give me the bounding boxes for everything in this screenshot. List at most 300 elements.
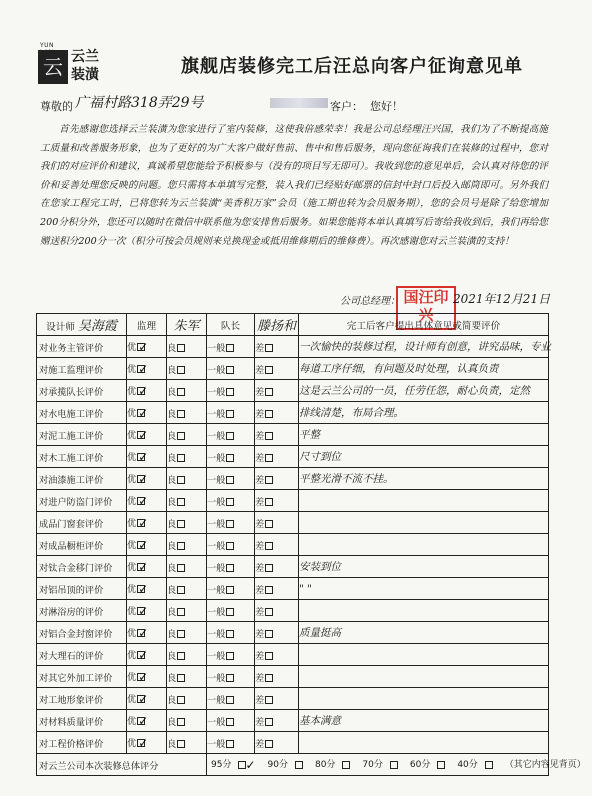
rating-cell[interactable] <box>167 468 207 490</box>
rating-label: 优 <box>127 715 137 727</box>
rating-cell[interactable] <box>167 336 207 358</box>
rating-label: 一般 <box>207 474 226 486</box>
score-option[interactable] <box>457 760 498 770</box>
rating-label: 差 <box>255 584 265 596</box>
rating-label: 优 <box>127 429 137 441</box>
rating-label: 一般 <box>207 364 226 376</box>
rating-cell[interactable] <box>167 556 207 578</box>
score-option[interactable] <box>268 760 309 770</box>
check-mark-icon: ✓ <box>138 538 149 553</box>
rating-cell[interactable] <box>207 358 255 380</box>
table-row <box>37 402 549 424</box>
rating-cell[interactable] <box>127 556 167 578</box>
check-mark-icon: ✓ <box>138 670 149 685</box>
checkbox[interactable] <box>265 586 273 594</box>
rating-label: 良 <box>167 628 177 640</box>
checkbox[interactable] <box>226 520 234 528</box>
rating-cell[interactable] <box>167 490 207 512</box>
checkbox[interactable] <box>226 564 234 572</box>
row-item-name: 成品门窗套评价 <box>37 512 127 534</box>
rating-cell[interactable] <box>255 490 299 512</box>
rating-cell[interactable] <box>255 402 299 424</box>
table-row <box>37 732 549 754</box>
evaluation-table <box>36 313 586 776</box>
rating-label: 优 <box>127 451 137 463</box>
row-comment <box>299 534 549 556</box>
checkbox[interactable] <box>177 476 185 484</box>
rating-label: 差 <box>255 694 265 706</box>
rating-label: 一般 <box>207 386 226 398</box>
checkbox[interactable] <box>226 344 234 352</box>
checkbox[interactable] <box>226 542 234 550</box>
rating-cell[interactable] <box>255 468 299 490</box>
rating-cell[interactable] <box>167 710 207 732</box>
check-mark-icon: ✓ <box>138 384 149 399</box>
table-row <box>37 380 549 402</box>
checkbox[interactable] <box>177 410 185 418</box>
rating-cell[interactable] <box>127 468 167 490</box>
rating-label: 一般 <box>207 738 226 750</box>
checkbox[interactable] <box>265 674 273 682</box>
rating-cell[interactable] <box>207 446 255 468</box>
checkbox[interactable] <box>265 520 273 528</box>
rating-label: 良 <box>167 496 177 508</box>
checkbox[interactable] <box>177 498 185 506</box>
rating-cell[interactable] <box>255 556 299 578</box>
table-row <box>37 666 549 688</box>
rating-label: 优 <box>127 605 137 617</box>
rating-label: 一般 <box>207 496 226 508</box>
rating-cell[interactable] <box>207 556 255 578</box>
row-comment: 这是云兰公司的一员，任劳任怨，耐心负责，定然 <box>299 380 549 402</box>
checkbox[interactable] <box>390 761 398 769</box>
rating-cell[interactable] <box>127 358 167 380</box>
rating-cell[interactable] <box>255 710 299 732</box>
rating-cell[interactable] <box>207 534 255 556</box>
checkbox[interactable] <box>226 652 234 660</box>
rating-label: 差 <box>255 474 265 486</box>
supervisor-name: 朱军 <box>173 319 200 334</box>
rating-label: 差 <box>255 562 265 574</box>
rating-cell[interactable] <box>167 622 207 644</box>
rating-cell[interactable] <box>255 336 299 358</box>
row-comment: 质量挺高 <box>299 622 549 644</box>
row-comment <box>299 644 549 666</box>
header-cell <box>167 314 207 336</box>
checkbox[interactable] <box>177 586 185 594</box>
score-option-label: 70分 <box>362 760 383 771</box>
customer-label: 客户： <box>330 100 363 113</box>
logo-small-text: YUN LAN <box>40 42 55 56</box>
company-logo <box>38 44 102 88</box>
check-mark-icon: ✓ <box>138 472 149 487</box>
header-cell <box>127 314 167 336</box>
row-item-name: 对承揽队长评价 <box>37 380 127 402</box>
rating-cell[interactable] <box>255 578 299 600</box>
row-comment: 平整光滑不流不挂。 <box>299 468 549 490</box>
checkbox[interactable] <box>226 366 234 374</box>
rating-label: 差 <box>255 738 265 750</box>
rating-label: 优 <box>127 649 137 661</box>
checkbox[interactable] <box>265 410 273 418</box>
check-mark-icon: ✓ <box>245 757 256 772</box>
rating-cell[interactable] <box>127 666 167 688</box>
rating-label: 优 <box>127 561 137 573</box>
table-row <box>37 710 549 732</box>
checkbox[interactable] <box>177 432 185 440</box>
rating-cell[interactable] <box>127 446 167 468</box>
check-mark-icon: ✓ <box>138 362 149 377</box>
rating-cell[interactable] <box>167 358 207 380</box>
rating-label: 良 <box>167 430 177 442</box>
checkbox[interactable] <box>177 388 185 396</box>
score-option-label: 90分 <box>267 760 288 771</box>
rating-cell[interactable] <box>207 512 255 534</box>
rating-label: 优 <box>127 363 137 375</box>
table-row <box>37 336 549 358</box>
check-mark-icon: ✓ <box>138 626 149 641</box>
rating-label: 差 <box>255 650 265 662</box>
row-item-name: 对工程价格评价 <box>37 732 127 754</box>
rating-label: 差 <box>255 628 265 640</box>
row-item-name: 对施工监理评价 <box>37 358 127 380</box>
rating-label: 良 <box>167 364 177 376</box>
row-item-name: 对铝吊顶的评价 <box>37 578 127 600</box>
row-comment: 安装到位 <box>299 556 549 578</box>
rating-cell[interactable] <box>255 358 299 380</box>
row-item-name: 对钛合金移门评价 <box>37 556 127 578</box>
row-comment: 每道工序仔细，有问题及时处理，认真负责 <box>299 358 549 380</box>
rating-label: 良 <box>167 584 177 596</box>
rating-cell[interactable] <box>167 688 207 710</box>
rating-label: 优 <box>127 517 137 529</box>
table-row <box>37 556 549 578</box>
redacted-name <box>270 98 328 108</box>
rating-cell[interactable] <box>207 490 255 512</box>
checkbox[interactable] <box>265 366 273 374</box>
rating-cell[interactable] <box>255 446 299 468</box>
row-comment <box>299 688 549 710</box>
checkbox[interactable] <box>226 410 234 418</box>
score-option-label: 95分 <box>211 760 232 771</box>
rating-label: 差 <box>255 716 265 728</box>
checkbox[interactable] <box>226 740 234 748</box>
checkbox[interactable] <box>265 432 273 440</box>
rating-label: 差 <box>255 540 265 552</box>
red-seal-stamp: 国汪印兴 <box>396 286 456 330</box>
checkbox[interactable] <box>177 718 185 726</box>
rating-cell[interactable] <box>207 578 255 600</box>
check-mark-icon: ✓ <box>138 516 149 531</box>
rating-cell[interactable] <box>127 578 167 600</box>
checkbox[interactable] <box>265 564 273 572</box>
rating-label: 良 <box>167 694 177 706</box>
check-mark-icon: ✓ <box>138 692 149 707</box>
check-mark-icon: ✓ <box>138 736 149 751</box>
rating-label: 优 <box>127 473 137 485</box>
rating-label: 良 <box>167 650 177 662</box>
rating-cell[interactable] <box>167 534 207 556</box>
checkbox[interactable] <box>177 454 185 462</box>
rating-label: 良 <box>167 716 177 728</box>
rating-cell[interactable] <box>127 710 167 732</box>
rating-cell[interactable] <box>207 424 255 446</box>
rating-label: 差 <box>255 386 265 398</box>
rating-cell[interactable] <box>255 688 299 710</box>
salutation-prefix: 尊敬的 <box>40 100 73 113</box>
row-item-name: 对泥工施工评价 <box>37 424 127 446</box>
rating-label: 一般 <box>207 430 226 442</box>
checkbox[interactable] <box>265 608 273 616</box>
rating-cell[interactable] <box>255 644 299 666</box>
rating-cell[interactable] <box>255 380 299 402</box>
table-row <box>37 424 549 446</box>
rating-cell[interactable] <box>207 380 255 402</box>
rating-label: 优 <box>127 693 137 705</box>
rating-cell[interactable] <box>167 402 207 424</box>
row-item-name: 对材料质量评价 <box>37 710 127 732</box>
rating-label: 良 <box>167 540 177 552</box>
table-row <box>37 600 549 622</box>
row-item-name: 对业务主管评价 <box>37 336 127 358</box>
rating-label: 优 <box>127 539 137 551</box>
checkbox[interactable] <box>437 761 445 769</box>
check-mark-icon: ✓ <box>138 648 149 663</box>
table-row <box>37 358 549 380</box>
logo-glyph: 云 <box>43 55 63 79</box>
rating-label: 优 <box>127 627 137 639</box>
rating-cell[interactable] <box>127 732 167 754</box>
rating-cell[interactable] <box>167 380 207 402</box>
rating-cell[interactable] <box>127 688 167 710</box>
checkbox[interactable] <box>177 652 185 660</box>
rating-cell[interactable] <box>127 512 167 534</box>
row-comment: 尺寸到位 <box>299 446 549 468</box>
row-item-name: 对淋浴房的评价 <box>37 600 127 622</box>
rating-label: 良 <box>167 342 177 354</box>
designer-label: 设计师 <box>46 322 75 333</box>
checkbox[interactable] <box>226 674 234 682</box>
checkbox[interactable] <box>177 674 185 682</box>
row-item-name: 对进户防盗门评价 <box>37 490 127 512</box>
rating-cell[interactable] <box>207 644 255 666</box>
checkbox[interactable] <box>177 344 185 352</box>
rating-label: 一般 <box>207 540 226 552</box>
row-comment: 排线清楚，布局合理。 <box>299 402 549 424</box>
rating-label: 良 <box>167 606 177 618</box>
checkbox[interactable] <box>177 740 185 748</box>
rating-cell[interactable] <box>127 490 167 512</box>
table-row <box>37 688 549 710</box>
rating-cell[interactable] <box>127 380 167 402</box>
row-item-name: 对其它外加工评价 <box>37 666 127 688</box>
checkbox[interactable] <box>177 630 185 638</box>
signature-date: 2021年12月21日 <box>453 292 551 306</box>
rating-cell[interactable] <box>127 644 167 666</box>
rating-label: 一般 <box>207 672 226 684</box>
row-comment <box>299 666 549 688</box>
rating-cell[interactable] <box>127 402 167 424</box>
rating-label: 差 <box>255 408 265 420</box>
rating-label: 一般 <box>207 518 226 530</box>
checkbox[interactable] <box>177 366 185 374</box>
checkbox[interactable] <box>265 498 273 506</box>
check-mark-icon: ✓ <box>138 714 149 729</box>
checkbox[interactable] <box>226 696 234 704</box>
rating-cell[interactable] <box>207 402 255 424</box>
score-option[interactable] <box>315 760 356 770</box>
checkbox[interactable] <box>226 608 234 616</box>
rating-label: 优 <box>127 737 137 749</box>
score-option[interactable] <box>362 760 403 770</box>
checkbox[interactable] <box>177 696 185 704</box>
checkbox[interactable] <box>295 761 303 769</box>
table-row <box>37 468 549 490</box>
rating-cell[interactable] <box>167 644 207 666</box>
check-mark-icon: ✓ <box>138 604 149 619</box>
rating-cell[interactable] <box>167 512 207 534</box>
row-item-name: 对油漆施工评价 <box>37 468 127 490</box>
checkbox[interactable] <box>226 432 234 440</box>
row-item-name: 对成品橱柜评价 <box>37 534 127 556</box>
rating-cell[interactable] <box>207 688 255 710</box>
checkbox[interactable] <box>265 454 273 462</box>
foreman-label: 队长 <box>220 320 241 332</box>
rating-label: 良 <box>167 452 177 464</box>
header-cell <box>207 314 255 336</box>
row-comment: " " <box>299 578 549 600</box>
rating-label: 良 <box>167 386 177 398</box>
score-option[interactable] <box>410 760 451 770</box>
rating-cell[interactable] <box>255 512 299 534</box>
checkbox[interactable] <box>265 388 273 396</box>
rating-cell[interactable] <box>127 622 167 644</box>
letter-body: 首先感谢您选择云兰装潢为您家进行了室内装修，这使我倍感荣幸！我是公司总经理汪兴国，我们为了不断提高施工质量和改善服务形象，也为了更好的为广大客户做好售前、售中和售后服务，现向您征询我们在装修的过程中，您对我们的对应评价和建议，真诚希望您能给予积极参与（没有的项目写无即可）。我收到您的意见单后，会认真对待您的评价和妥善处理您反映的问题。您只需将本单填写完整，装入我们已经贴好邮票的信封中封口后投入邮筒即可。另外我们在您家工程完工时，已将您转为云兰装潢“美香积万家”会员（施工期也转为会员服务期），您的会员号是除了给您增加200分积分外，您还可以随时在微信中联系他为您安排售后服务。如果您能将本单认真填写后寄给我收到后，我们再给您赠送积分200分一次（积分可按会员规则来兑换现金或抵用维修期后的维修费）。再次感谢您对云兰装潢的支持！ <box>40 124 548 247</box>
check-mark-icon: ✓ <box>138 582 149 597</box>
rating-cell[interactable] <box>167 732 207 754</box>
rating-cell[interactable] <box>255 732 299 754</box>
checkbox[interactable] <box>226 476 234 484</box>
checkbox[interactable] <box>265 476 273 484</box>
rating-cell[interactable] <box>167 666 207 688</box>
row-comment <box>299 512 549 534</box>
rating-label: 优 <box>127 671 137 683</box>
table-row <box>37 578 549 600</box>
rating-cell[interactable] <box>207 600 255 622</box>
checkbox[interactable] <box>226 388 234 396</box>
checkbox[interactable] <box>226 498 234 506</box>
header-cell <box>299 314 549 336</box>
checkbox[interactable] <box>265 542 273 550</box>
rating-cell[interactable] <box>127 336 167 358</box>
rating-cell[interactable] <box>167 578 207 600</box>
rating-cell[interactable] <box>207 710 255 732</box>
foreman-name: 滕扬和 <box>256 319 296 334</box>
rating-label: 良 <box>167 518 177 530</box>
rating-label: 一般 <box>207 716 226 728</box>
checkbox[interactable] <box>177 608 185 616</box>
rating-label: 差 <box>255 430 265 442</box>
rating-label: 优 <box>127 385 137 397</box>
rating-label: 良 <box>167 672 177 684</box>
checkbox[interactable] <box>265 696 273 704</box>
rating-cell[interactable] <box>167 424 207 446</box>
supervisor-label: 监理 <box>136 320 157 332</box>
row-item-name: 对木工施工评价 <box>37 446 127 468</box>
checkbox[interactable] <box>342 761 350 769</box>
row-comment <box>299 490 549 512</box>
rating-label: 差 <box>255 364 265 376</box>
rating-cell[interactable] <box>255 622 299 644</box>
rating-cell[interactable] <box>255 534 299 556</box>
rating-label: 差 <box>255 672 265 684</box>
check-mark-icon: ✓ <box>138 406 149 421</box>
logo-mark <box>38 42 68 84</box>
rating-label: 一般 <box>207 584 226 596</box>
checkbox[interactable] <box>265 718 273 726</box>
page-title: 旗舰店装修完工后汪总向客户征询意见单 <box>181 56 523 77</box>
score-option[interactable] <box>211 757 262 772</box>
checkbox[interactable] <box>177 520 185 528</box>
rating-cell[interactable] <box>207 622 255 644</box>
rating-label: 良 <box>167 408 177 420</box>
checkbox[interactable] <box>265 630 273 638</box>
rating-label: 良 <box>167 562 177 574</box>
rating-label: 差 <box>255 342 265 354</box>
checkbox[interactable] <box>226 630 234 638</box>
rating-cell[interactable] <box>127 424 167 446</box>
rating-cell[interactable] <box>207 336 255 358</box>
table-row <box>37 644 549 666</box>
rating-cell[interactable] <box>167 446 207 468</box>
table-header-row <box>37 314 549 336</box>
rating-cell[interactable] <box>207 666 255 688</box>
rating-cell[interactable] <box>255 424 299 446</box>
checkbox[interactable] <box>485 761 493 769</box>
checkbox[interactable] <box>177 542 185 550</box>
checkbox[interactable] <box>177 564 185 572</box>
checkbox[interactable] <box>226 454 234 462</box>
row-comment: 平整 <box>299 424 549 446</box>
checkbox[interactable] <box>265 652 273 660</box>
salutation <box>40 95 403 114</box>
row-item-name: 对工地形象评价 <box>37 688 127 710</box>
header-cell <box>255 314 299 336</box>
rating-label: 一般 <box>207 452 226 464</box>
checkbox[interactable] <box>265 740 273 748</box>
rating-label: 差 <box>255 452 265 464</box>
checkbox[interactable] <box>226 586 234 594</box>
rating-label: 差 <box>255 518 265 530</box>
rating-cell[interactable] <box>127 534 167 556</box>
table-row <box>37 534 549 556</box>
back-page-note: （其它内容见背页） <box>504 760 586 771</box>
rating-label: 一般 <box>207 408 226 420</box>
checkbox[interactable] <box>226 718 234 726</box>
rating-cell[interactable] <box>127 600 167 622</box>
rating-label: 一般 <box>207 650 226 662</box>
rating-cell[interactable] <box>255 600 299 622</box>
rating-cell[interactable] <box>207 468 255 490</box>
rating-cell[interactable] <box>207 732 255 754</box>
rating-label: 一般 <box>207 694 226 706</box>
header-cell <box>37 314 127 336</box>
rating-label: 一般 <box>207 342 226 354</box>
comment-header: 完工后客户提出具体意见或简要评价 <box>346 320 501 332</box>
checkbox[interactable] <box>265 344 273 352</box>
rating-cell[interactable] <box>255 666 299 688</box>
rating-cell[interactable] <box>167 600 207 622</box>
